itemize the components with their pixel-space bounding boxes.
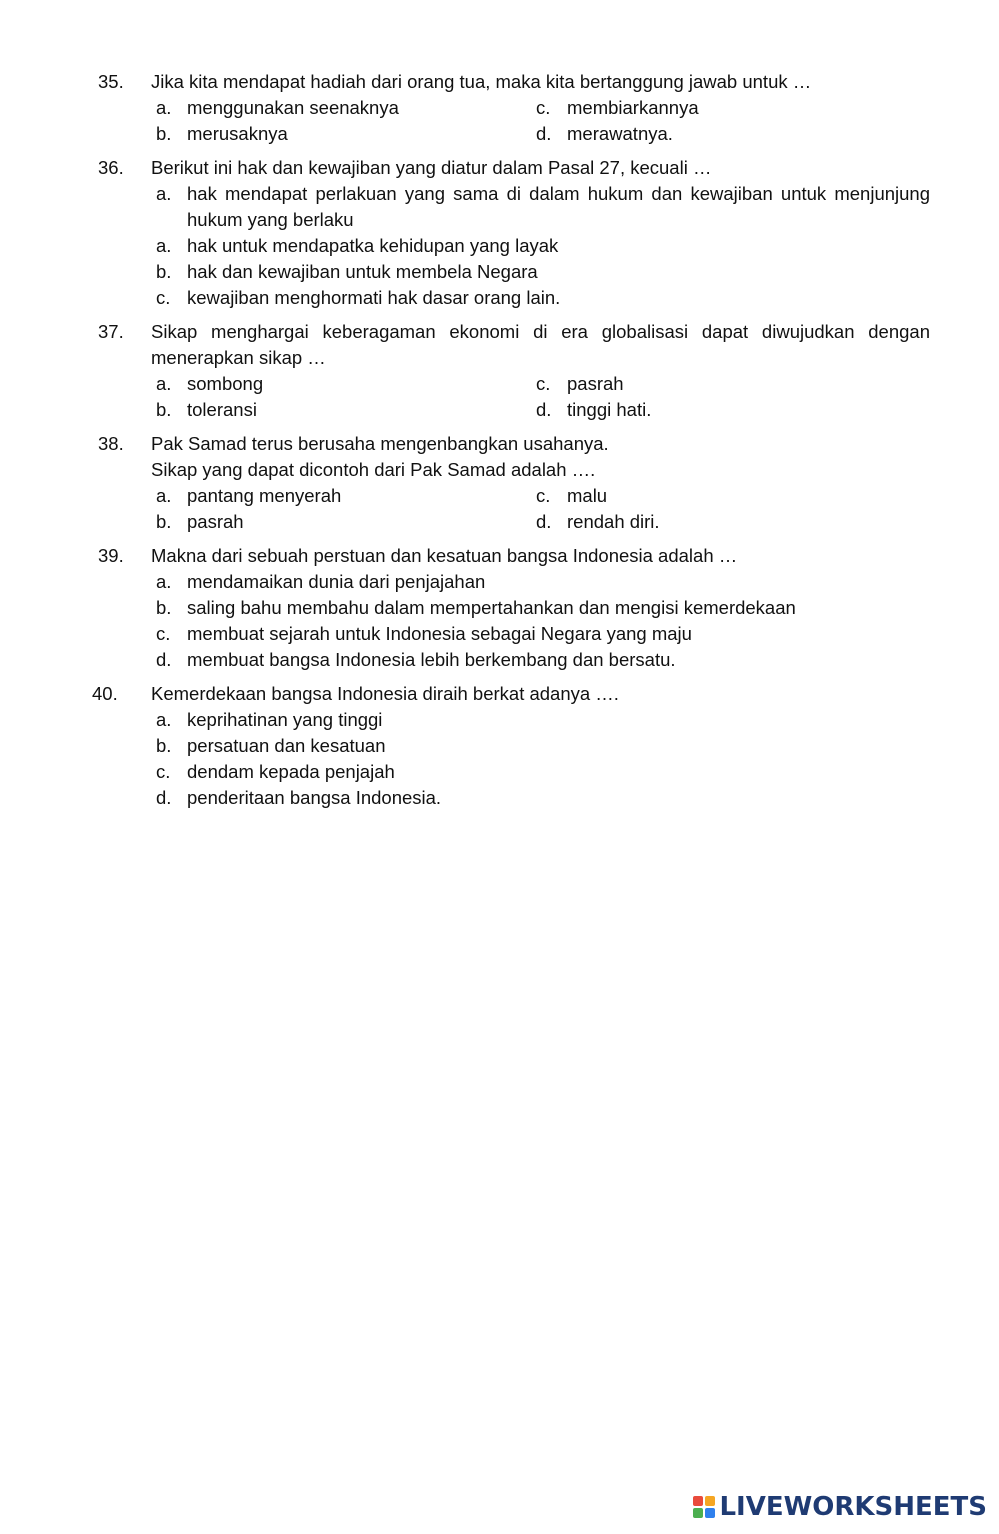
option-a[interactable]: a. hak mendapat perlakuan yang sama di dalam hukum dan kewajiban untuk menjunjung hukum yang berlaku bbox=[156, 183, 930, 230]
question-text: Pak Samad terus berusaha mengenbangkan usahanya. bbox=[151, 433, 609, 454]
option-b[interactable]: b. pasrah bbox=[156, 511, 244, 532]
options-grid bbox=[154, 483, 930, 535]
option-b[interactable]: b. toleransi bbox=[156, 399, 257, 420]
question-number: 35. bbox=[98, 71, 124, 92]
option-c[interactable]: c. membiarkannya bbox=[536, 97, 699, 118]
option-c[interactable]: c. kewajiban menghormati hak dasar orang lain. bbox=[156, 287, 561, 308]
option-a[interactable]: a. keprihatinan yang tinggi bbox=[156, 709, 383, 730]
question-35 bbox=[92, 69, 930, 147]
option-b[interactable]: b. saling bahu membahu dalam mempertahankan dan mengisi kemerdekaan bbox=[156, 597, 796, 618]
question-text-2: Sikap yang dapat dicontoh dari Pak Samad adalah …. bbox=[151, 459, 596, 480]
option-c[interactable]: c. malu bbox=[536, 485, 608, 506]
question-number: 39. bbox=[98, 545, 124, 566]
logo-text: LIVEWORKSHEETS bbox=[719, 1492, 987, 1522]
option-b[interactable]: b. persatuan dan kesatuan bbox=[156, 735, 386, 756]
question-number: 38. bbox=[98, 433, 124, 454]
question-number: 40. bbox=[92, 683, 118, 704]
question-text: Jika kita mendapat hadiah dari orang tua, maka kita bertanggung jawab untuk … bbox=[151, 71, 812, 92]
option-a[interactable]: a. pantang menyerah bbox=[156, 485, 342, 506]
logo-icon bbox=[693, 1496, 715, 1518]
options-list bbox=[154, 181, 930, 311]
question-40 bbox=[92, 681, 930, 811]
option-d[interactable]: d. membuat bangsa Indonesia lebih berkembang dan bersatu. bbox=[156, 649, 676, 670]
question-text: Berikut ini hak dan kewajiban yang diatur dalam Pasal 27, kecuali … bbox=[151, 157, 712, 178]
option-b[interactable]: b. hak dan kewajiban untuk membela Negara bbox=[156, 261, 538, 282]
option-d[interactable]: d. penderitaan bangsa Indonesia. bbox=[156, 787, 442, 808]
option-c[interactable]: c. membuat sejarah untuk Indonesia sebagai Negara yang maju bbox=[156, 623, 692, 644]
options-list bbox=[154, 569, 930, 673]
option-d[interactable]: d. tinggi hati. bbox=[536, 399, 652, 420]
option-b[interactable]: b. merusaknya bbox=[156, 123, 288, 144]
question-text: Makna dari sebuah perstuan dan kesatuan bangsa Indonesia adalah … bbox=[151, 545, 738, 566]
question-38 bbox=[92, 431, 930, 535]
option-a[interactable]: a. menggunakan seenaknya bbox=[156, 97, 399, 118]
options-list bbox=[154, 707, 930, 811]
question-36 bbox=[92, 155, 930, 311]
question-number: 37. bbox=[98, 321, 124, 342]
liveworksheets-logo[interactable] bbox=[693, 1494, 987, 1520]
options-grid bbox=[154, 371, 930, 423]
question-text: Sikap menghargai keberagaman ekonomi di era globalisasi dapat diwujudkan dengan menerapkan sikap … bbox=[151, 321, 930, 368]
option-a[interactable]: a. sombong bbox=[156, 373, 264, 394]
option-d[interactable]: d. merawatnya. bbox=[536, 123, 673, 144]
options-grid bbox=[154, 95, 930, 147]
option-a-2[interactable]: a. hak untuk mendapatka kehidupan yang layak bbox=[156, 235, 559, 256]
option-d[interactable]: d. rendah diri. bbox=[536, 511, 660, 532]
option-a[interactable]: a. mendamaikan dunia dari penjajahan bbox=[156, 571, 486, 592]
option-c[interactable]: c. pasrah bbox=[536, 373, 624, 394]
option-c[interactable]: c. dendam kepada penjajah bbox=[156, 761, 395, 782]
question-number: 36. bbox=[98, 157, 124, 178]
question-39 bbox=[92, 543, 930, 673]
question-text: Kemerdekaan bangsa Indonesia diraih berkat adanya …. bbox=[151, 683, 619, 704]
question-37 bbox=[92, 319, 930, 423]
